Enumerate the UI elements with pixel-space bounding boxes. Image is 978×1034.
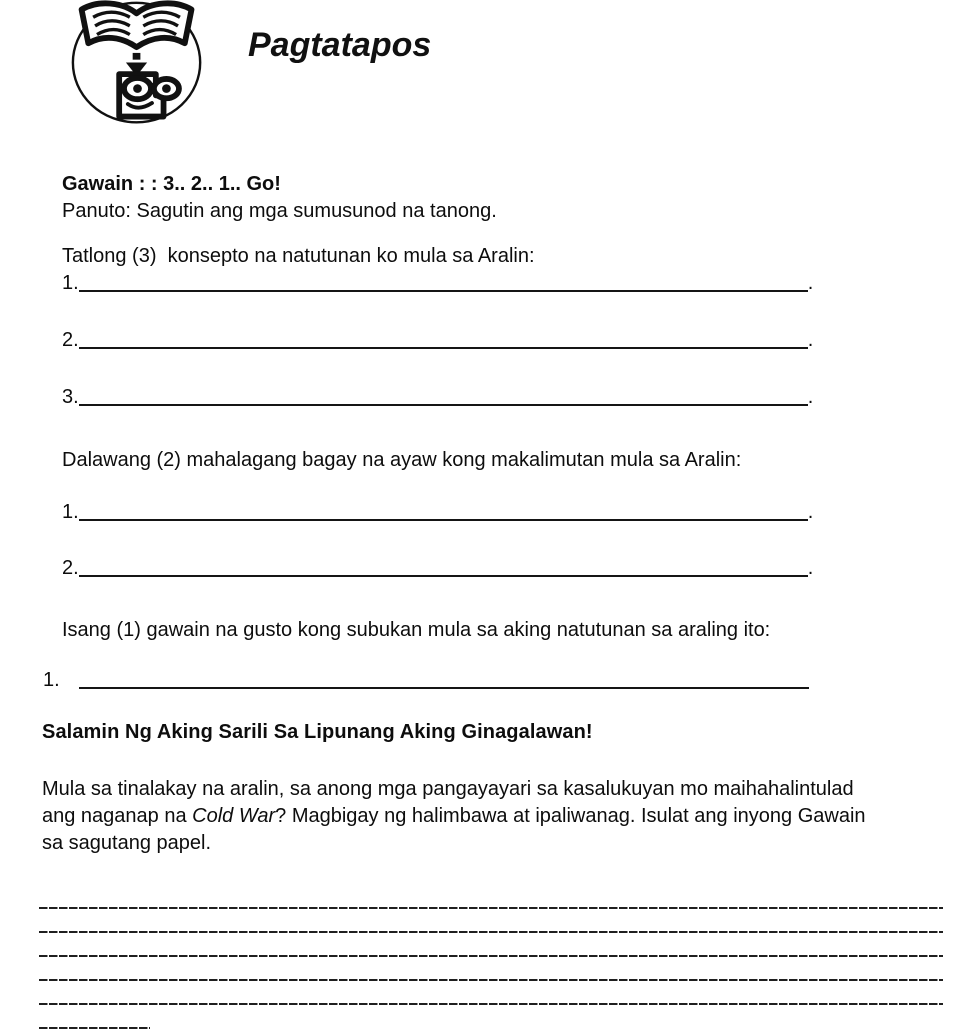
answer-blank-line: [79, 687, 809, 689]
item-terminator: .: [807, 272, 814, 294]
item-number: 1.: [62, 272, 79, 294]
activity-title: Gawain : : 3.. 2.. 1.. Go!: [62, 173, 281, 195]
activity-directions: Panuto: Sagutin ang mga sumusunod na tanong.: [62, 200, 497, 222]
essay-line: [39, 909, 943, 933]
reflection-heading: Salamin Ng Aking Sarili Sa Lipunang Aking Ginagalawan!: [42, 721, 593, 743]
essay-line: [39, 981, 943, 1005]
answer-blank-line: [79, 404, 808, 406]
item-terminator: .: [807, 501, 814, 523]
item-number: 1.: [62, 501, 79, 523]
prompt-one-activity: Isang (1) gawain na gusto kong subukan mula sa aking natutunan sa araling ito:: [62, 619, 771, 641]
reflection-paragraph: [42, 776, 936, 857]
answer-blank-line: [79, 519, 808, 521]
essay-line: [39, 957, 943, 981]
answer-blank-row: [62, 499, 978, 526]
item-terminator: .: [807, 329, 814, 351]
answer-blank-row: [43, 667, 978, 694]
prompt-three-concepts: Tatlong (3) konsepto na natutunan ko mula sa Aralin:: [62, 245, 535, 267]
page-title: Pagtatapos: [248, 26, 432, 64]
paragraph-line: Mula sa tinalakay na aralin, sa anong mga pangayayari sa kasalukuyan mo maihahalintulad: [42, 778, 854, 800]
italic-phrase: Cold War: [192, 805, 276, 827]
book-reader-icon: [70, 0, 205, 130]
item-terminator: .: [807, 557, 814, 579]
item-number: 2.: [62, 329, 79, 351]
answer-blank-line: [79, 575, 808, 577]
answer-blank-row: [62, 384, 978, 411]
answer-blank-row: [62, 327, 978, 354]
item-number: 2.: [62, 557, 79, 579]
item-terminator: .: [807, 386, 814, 408]
answer-blank-line: [79, 347, 808, 349]
answer-blank-row: [62, 555, 978, 582]
header: [0, 0, 978, 130]
essay-line-short: [39, 1005, 150, 1029]
item-number: 3.: [62, 386, 79, 408]
paragraph-line: sa sagutang papel.: [42, 832, 212, 854]
answer-blank-row: [62, 270, 978, 297]
essay-line: [39, 885, 943, 909]
prompt-two-things: Dalawang (2) mahalagang bagay na ayaw kong makalimutan mula sa Aralin:: [62, 449, 742, 471]
essay-line: [39, 933, 943, 957]
paragraph-line: ? Magbigay ng halimbawa at ipaliwanag. Isulat ang inyong Gawain: [275, 805, 866, 827]
answer-blank-line: [79, 290, 808, 292]
paragraph-line: ang naganap na: [42, 805, 193, 827]
essay-answer-lines: [39, 885, 978, 1029]
item-number: 1.: [43, 669, 60, 691]
